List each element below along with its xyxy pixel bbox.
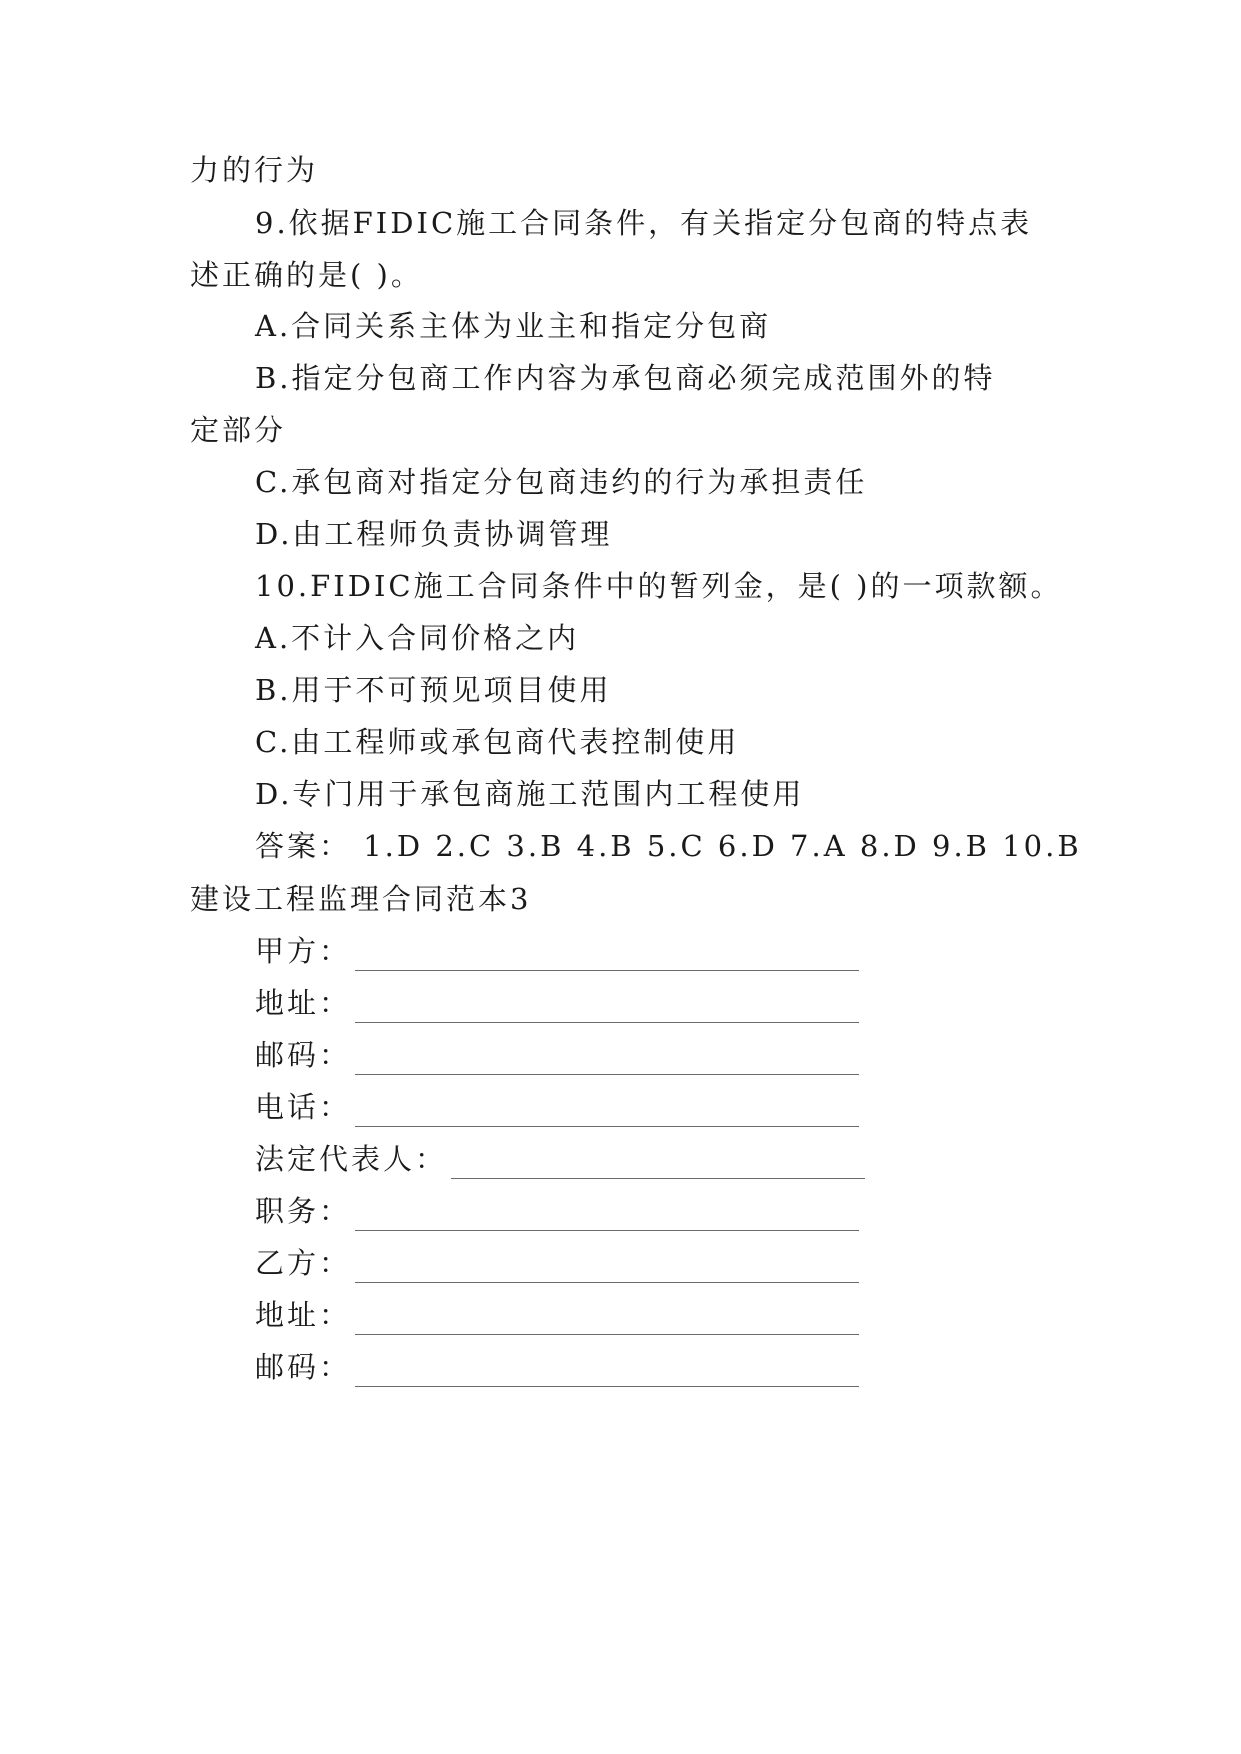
answer-key: 答案： 1.D 2.C 3.B 4.B 5.C 6.D 7.A 8.D 9.B 10.B [255, 829, 1082, 863]
question-9-option-b-cont: 定部分 [190, 413, 287, 447]
fill-in-blank [355, 1096, 859, 1127]
question-9-stem-cont: 述正确的是( )。 [190, 258, 423, 292]
question-10-option-a: A.不计入合同价格之内 [255, 621, 580, 655]
field-label: 地址： [255, 986, 352, 1020]
fill-in-blank [355, 1200, 859, 1231]
form-field-legal-rep [255, 1139, 865, 1179]
fill-in-blank [355, 1252, 859, 1283]
field-label: 法定代表人： [255, 1142, 448, 1176]
fill-in-blank [355, 1356, 859, 1387]
question-9-option-d: D.由工程师负责协调管理 [255, 517, 613, 551]
field-label: 乙方： [255, 1246, 352, 1280]
fill-in-blank [355, 992, 859, 1023]
field-label: 地址： [255, 1298, 352, 1332]
question-9-option-c: C.承包商对指定分包商违约的行为承担责任 [255, 465, 868, 499]
form-field-phone-a [255, 1087, 859, 1127]
form-field-address-b [255, 1295, 859, 1335]
question-10-option-b: B.用于不可预见项目使用 [255, 673, 612, 707]
form-field-address-a [255, 983, 859, 1023]
form-field-postcode-a [255, 1035, 859, 1075]
text-line-continuation: 力的行为 [190, 153, 319, 187]
question-10-option-c: C.由工程师或承包商代表控制使用 [255, 725, 740, 759]
fill-in-blank [355, 1044, 859, 1075]
field-label: 电话： [255, 1090, 352, 1124]
form-field-party-a [255, 931, 859, 971]
field-label: 甲方： [255, 934, 352, 968]
question-10-stem: 10.FIDIC施工合同条件中的暂列金，是( )的一项款额。 [255, 569, 1063, 603]
fill-in-blank [355, 940, 859, 971]
form-field-position [255, 1191, 859, 1231]
field-label: 邮码： [255, 1038, 352, 1072]
question-9-option-a: A.合同关系主体为业主和指定分包商 [255, 309, 772, 343]
fill-in-blank [355, 1304, 859, 1335]
field-label: 职务： [255, 1194, 352, 1228]
section-heading: 建设工程监理合同范本3 [190, 882, 532, 916]
fill-in-blank [451, 1148, 865, 1179]
field-label: 邮码： [255, 1350, 352, 1384]
form-field-party-b [255, 1243, 859, 1283]
form-field-postcode-b [255, 1347, 859, 1387]
question-10-option-d: D.专门用于承包商施工范围内工程使用 [255, 777, 805, 811]
question-9-stem: 9.依据FIDIC施工合同条件，有关指定分包商的特点表 [255, 206, 1033, 240]
question-9-option-b: B.指定分包商工作内容为承包商必须完成范围外的特 [255, 361, 996, 395]
